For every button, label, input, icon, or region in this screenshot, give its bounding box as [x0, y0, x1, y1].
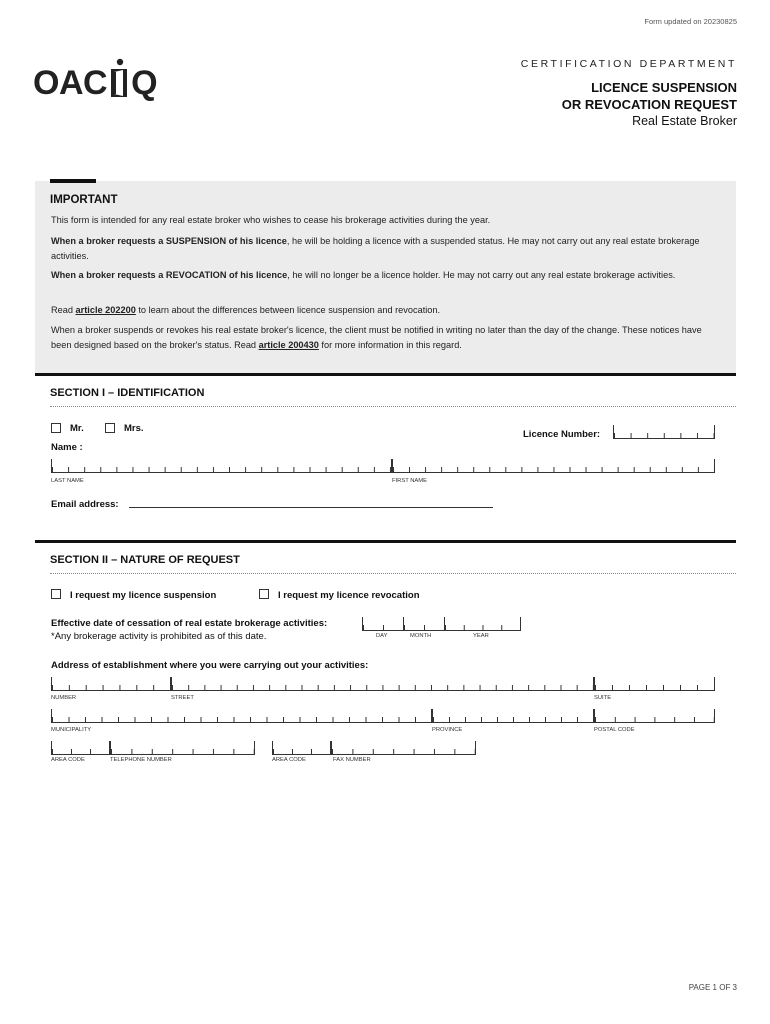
important-accent-bar [50, 179, 96, 183]
logo-door-icon [108, 66, 130, 100]
postal-code-field[interactable] [594, 709, 715, 723]
section1-bar [35, 373, 736, 376]
important-p2-bold: When a broker requests a SUSPENSION of his licence [51, 236, 287, 246]
postal-code-caption: POSTAL CODE [594, 727, 635, 733]
important-paragraph-2 [51, 234, 721, 263]
section1-title: SECTION I – IDENTIFICATION [50, 387, 205, 399]
oaciq-logo [33, 50, 173, 100]
revocation-label: I request my licence revocation [278, 590, 420, 601]
municipality-field[interactable] [51, 709, 432, 723]
area-code-fax-field[interactable] [272, 741, 331, 755]
province-field[interactable] [432, 709, 594, 723]
mr-checkbox[interactable] [51, 423, 61, 433]
year-field[interactable] [444, 617, 521, 631]
address-label: Address of establishment where you were carrying out your activities: [51, 660, 369, 671]
telephone-field[interactable] [110, 741, 255, 755]
day-field[interactable] [362, 617, 404, 631]
page-number: PAGE 1 OF 3 [688, 983, 737, 992]
number-field[interactable] [51, 677, 171, 691]
fax-field[interactable] [331, 741, 476, 755]
important-p2-text: , he will be holding a licence with a suspended status. He may not carry out any real estate brokerage activities. [51, 236, 700, 261]
area-code-phone-field[interactable] [51, 741, 110, 755]
logo-text-left: OAC [33, 64, 108, 102]
suite-field[interactable] [594, 677, 715, 691]
important-p5-pre: When a broker suspends or revokes his real estate broker's licence, the client must be notified in writing no later than the day of the change. These notices have been designed based on the broker's status. Read [51, 325, 702, 350]
important-title: IMPORTANT [50, 194, 118, 206]
important-p4-post: to learn about the differences between licence suspension and revocation. [135, 305, 441, 315]
department-name: CERTIFICATION DEPARTMENT [520, 58, 737, 70]
first-name-field[interactable] [392, 459, 715, 473]
important-p5-post: for more information in this regard. [318, 339, 462, 350]
important-p3-text: , he will no longer be a licence holder. He may not carry out any real estate brokerage activities. [287, 270, 676, 280]
important-p4-pre: Read [51, 305, 76, 315]
section2-bar [35, 540, 736, 543]
mr-label: Mr. [70, 423, 84, 434]
name-label: Name : [51, 442, 83, 453]
mrs-label: Mrs. [124, 423, 144, 434]
suspension-label: I request my licence suspension [70, 590, 217, 601]
month-caption: MONTH [410, 633, 432, 639]
suite-caption: SUITE [594, 695, 612, 701]
section2-divider [50, 573, 736, 574]
effective-date-label: Effective date of cessation of real estate brokerage activities: [51, 618, 328, 629]
important-p3-bold: When a broker requests a REVOCATION of his licence [51, 270, 288, 280]
licence-number-label: Licence Number: [523, 429, 601, 440]
area-code-caption-1: AREA CODE [51, 757, 85, 763]
street-caption: STREET [171, 695, 194, 701]
revocation-checkbox[interactable] [259, 589, 269, 599]
street-field[interactable] [171, 677, 594, 691]
article-200430-link[interactable]: article 200430 [258, 339, 319, 350]
number-caption: NUMBER [51, 695, 77, 701]
important-paragraph-3 [51, 268, 721, 283]
day-caption: DAY [376, 633, 388, 639]
mrs-checkbox[interactable] [105, 423, 115, 433]
month-field[interactable] [403, 617, 445, 631]
fax-caption: FAX NUMBER [333, 757, 371, 763]
email-field[interactable] [129, 497, 493, 508]
area-code-caption-2: AREA CODE [272, 757, 306, 763]
email-label: Email address: [51, 499, 119, 510]
important-paragraph-1 [51, 213, 721, 228]
effective-date-note: *Any brokerage activity is prohibited as of this date. [51, 631, 267, 642]
last-name-caption: LAST NAME [51, 478, 84, 484]
year-caption: YEAR [473, 633, 489, 639]
first-name-caption: FIRST NAME [392, 478, 427, 484]
important-paragraph-4 [51, 303, 721, 318]
form-title-line2: OR REVOCATION REQUEST [561, 97, 737, 112]
form-subtitle: Real Estate Broker [632, 114, 737, 128]
municipality-caption: MUNICIPALITY [51, 727, 92, 733]
province-caption: PROVINCE [432, 727, 463, 733]
form-updated-date: Form updated on 20230825 [644, 17, 737, 26]
telephone-caption: TELEPHONE NUMBER [110, 757, 172, 763]
last-name-field[interactable] [51, 459, 392, 473]
logo-text-right: Q [131, 64, 158, 102]
important-p1-text: This form is intended for any real estate broker who wishes to cease his brokerage activities during the year. [51, 215, 491, 225]
article-202200-link[interactable]: article 202200 [75, 305, 136, 315]
form-title-line1: LICENCE SUSPENSION [591, 80, 737, 95]
section2-title: SECTION II – NATURE OF REQUEST [50, 554, 240, 566]
important-paragraph-5 [51, 323, 721, 352]
suspension-checkbox[interactable] [51, 589, 61, 599]
licence-number-field[interactable] [613, 425, 715, 439]
section1-divider [50, 406, 736, 407]
